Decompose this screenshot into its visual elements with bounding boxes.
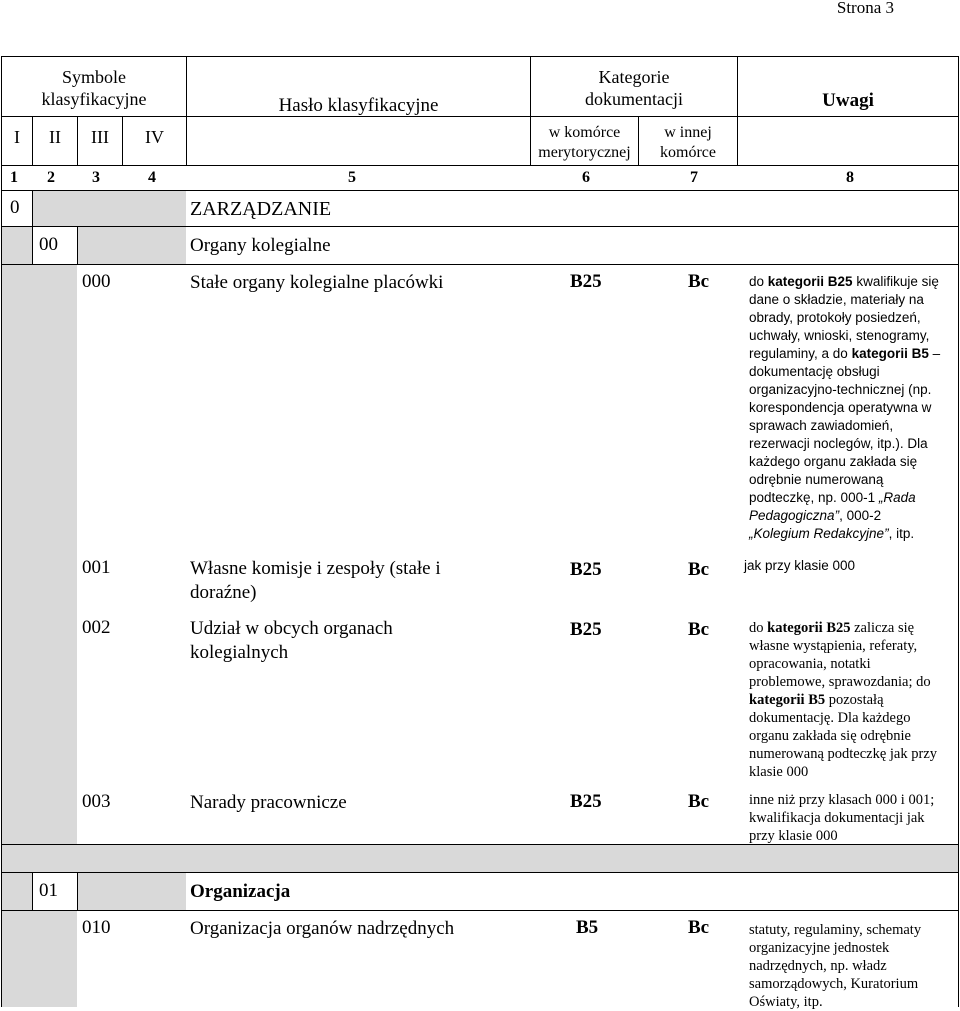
notes-cont — [737, 116, 958, 165]
section-symbol: 00 — [39, 234, 58, 255]
entry-title-000: Stałe organy kolegialne placówki — [190, 272, 444, 293]
header-cat-sub2: w innej komórce — [638, 116, 737, 165]
entry-title-002: Udział w obcych organach kolegialnych — [190, 618, 393, 663]
page-number: Strona 3 — [836, 0, 894, 17]
entry-note-010: statuty, regulaminy, schematy organizacyjne jednostek nadrzędnych, np. władz samorządowych, Kuratorium Oświaty, itp. — [749, 922, 922, 1010]
level-3: III — [77, 116, 122, 165]
column-numbers-row — [1, 166, 959, 191]
header-subrow — [1, 116, 959, 166]
col-number-8: 8 — [846, 169, 854, 186]
entry-cat2-001: Bc — [688, 559, 710, 580]
entry-title-001: Własne komisje i zespoły (stałe i doraźne) — [190, 558, 441, 603]
col-number-7: 7 — [690, 169, 698, 186]
header-row — [1, 56, 959, 117]
shaded-cell — [2, 873, 32, 910]
header-symbols: Symbole klasyfikacyjne — [41, 67, 147, 109]
level-2: II — [32, 116, 77, 165]
col-number-4: 4 — [148, 169, 156, 186]
section-symbol: 01 — [39, 880, 58, 901]
entry-symbol-001: 001 — [82, 557, 111, 578]
entry-cat1-000: B25 — [570, 271, 602, 292]
level-4: IV — [122, 116, 186, 165]
section-title-cell — [186, 191, 958, 226]
section-title: Organy kolegialne — [190, 235, 331, 256]
entry-note-000: do kategorii B25 kwalifikuje się dane o składzie, materiały na obrady, protokoły posiedzeń, uchwały, wnioski, stenogramy, regulaminy, a do kategorii B5 – dokumentację obsługi organizacyjno-technicznej (np. korespondencja operatywna w sprawach zawiadomień, rezerwacji noclegów, itp.). Dla każdego organu zakłada się odrębnie numerowaną podteczkę, np. 000-1 „Rada Pedagogiczna”, 000-2 „Kolegium Redakcyjne”, itp. — [749, 274, 941, 541]
entry-symbol-000: 000 — [82, 271, 111, 292]
entry-cat2-000: Bc — [688, 271, 710, 292]
shaded-cell — [32, 191, 186, 226]
shaded-cell — [2, 911, 77, 1007]
entry-symbol-010: 010 — [82, 917, 111, 938]
section-0-cell — [2, 191, 32, 226]
col-number-1: 1 — [10, 169, 18, 186]
shaded-cell — [2, 265, 77, 844]
section-00-cell — [32, 227, 77, 264]
section-title-cell — [186, 873, 958, 910]
section-row-01 — [1, 873, 959, 911]
shaded-cell — [77, 873, 186, 910]
col-number-3: 3 — [92, 169, 100, 186]
entry-note-003: inne niż przy klasach 000 i 001; kwalifikacja dokumentacji jak przy klasie 000 — [749, 792, 935, 844]
entry-cat1-003: B25 — [570, 791, 602, 812]
entry-note-001: jak przy klasie 000 — [744, 558, 856, 573]
level-1: I — [14, 127, 20, 147]
section-symbol: 0 — [10, 197, 20, 218]
keyword-cont — [186, 116, 530, 165]
section-title: Organizacja — [190, 881, 291, 902]
section-row-0 — [1, 191, 959, 227]
separator-row — [1, 845, 959, 873]
section-title-cell — [186, 227, 958, 264]
col-number-5: 5 — [348, 169, 356, 186]
section-01-cell — [32, 873, 77, 910]
header-keyword: Hasło klasyfikacyjne — [186, 57, 530, 116]
shaded-cell — [2, 227, 32, 264]
entries-block-01 — [1, 911, 959, 1010]
col-number-2: 2 — [47, 169, 55, 186]
entry-cat2-010: Bc — [688, 917, 710, 938]
entry-cat1-010: B5 — [576, 917, 599, 938]
entry-cat2-002: Bc — [688, 619, 710, 640]
col-number-6: 6 — [582, 169, 590, 186]
entry-cat1-001: B25 — [570, 559, 602, 580]
classification-table — [1, 56, 959, 1010]
shaded-cell — [77, 227, 186, 264]
entries-block-00 — [1, 265, 959, 845]
section-title: ZARZĄDZANIE — [190, 198, 332, 220]
entry-note-002: do kategorii B25 zalicza się własne wystąpienia, referaty, opracowania, notatki problemowe, sprawozdania; do kategorii B5 pozostałą dokumentację. Dla każdego organu zakłada się odrębnie numerowaną podteczkę jak przy klasie 000 — [749, 620, 938, 780]
header-categories: Kategorie dokumentacji — [530, 57, 737, 116]
entry-cat2-003: Bc — [688, 791, 710, 812]
entry-title-003: Narady pracownicze — [190, 792, 347, 813]
header-cat-sub1: w komórce merytorycznej — [530, 116, 638, 165]
header-notes: Uwagi — [737, 57, 958, 116]
entry-symbol-003: 003 — [82, 791, 111, 812]
section-row-00 — [1, 227, 959, 265]
entry-symbol-002: 002 — [82, 617, 111, 638]
entry-title-010: Organizacja organów nadrzędnych — [190, 918, 455, 939]
entry-cat1-002: B25 — [570, 619, 602, 640]
